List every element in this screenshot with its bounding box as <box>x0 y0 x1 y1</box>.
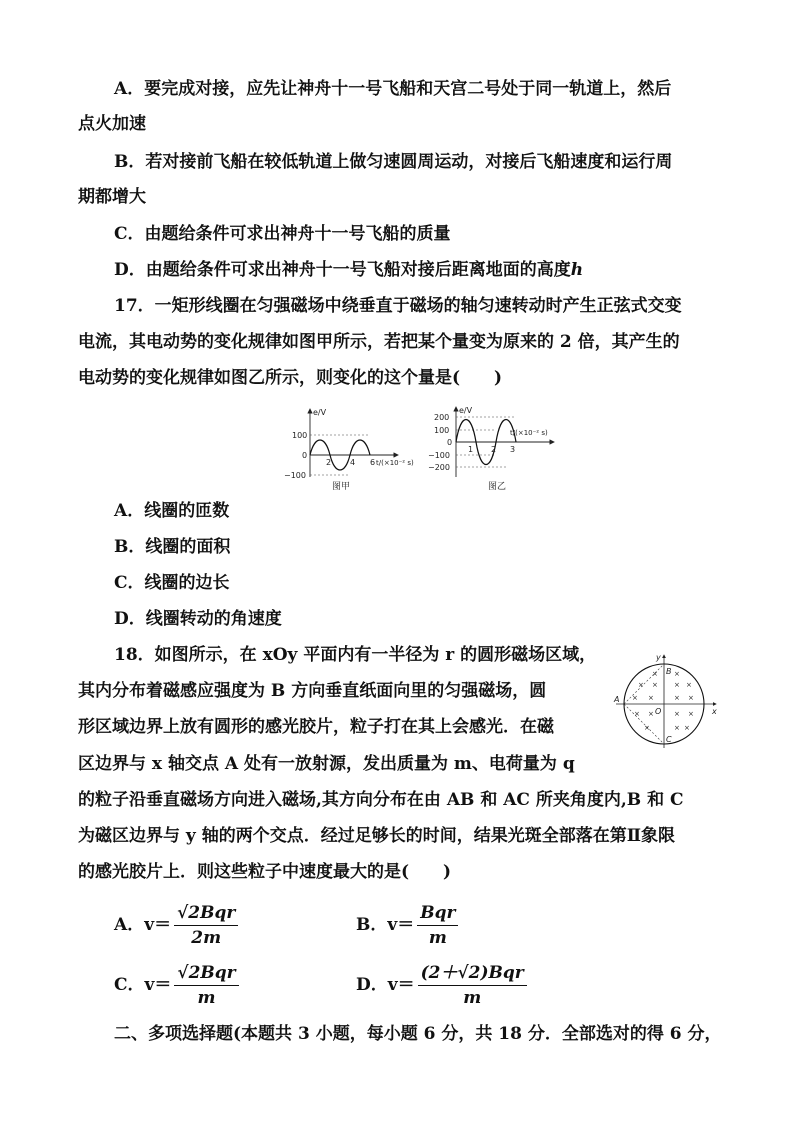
yi-xtick-1: 1 <box>468 445 474 454</box>
svg-text:×: × <box>688 694 694 702</box>
q18-stem-line3: 形区域边界上放有圆形的感光胶片，粒子打在其上会感光．在磁 <box>78 717 554 737</box>
q18-option-b-numerator: Bqr <box>417 902 458 926</box>
label-y: y <box>656 653 661 662</box>
svg-text:×: × <box>684 724 690 732</box>
q18-option-a-denominator: 2m <box>191 928 222 948</box>
label-c: C <box>666 735 672 744</box>
q18-option-c-numerator: √2Bqr <box>174 962 238 986</box>
svg-text:×: × <box>648 710 654 718</box>
jia-ytick-100: 100 <box>292 431 308 440</box>
q18-option-d-denominator: m <box>463 988 482 1008</box>
jia-ylabel: e/V <box>313 408 327 417</box>
section-2-heading: 二、多项选择题(本题共 3 小题，每小题 6 分，共 18 分．全部选对的得 6 分， <box>114 1024 722 1044</box>
yi-xtick-2: 2 <box>491 445 497 454</box>
q16-option-c: C．由题给条件可求出神舟十一号飞船的质量 <box>114 224 451 244</box>
q16-option-b-line2: 期都增大 <box>78 187 146 207</box>
svg-text:×: × <box>644 724 650 732</box>
jia-xlabel: t/(×10⁻² s) <box>376 459 414 467</box>
q18-option-d-numerator: (2＋√2)Bqr <box>418 962 527 986</box>
label-a: A <box>614 695 620 704</box>
q16-option-d <box>114 260 583 280</box>
q16-option-b-line1: B．若对接前飞船在较低轨道上做匀速圆周运动，对接后飞船速度和运行周 <box>114 152 673 172</box>
q18-option-b-label: B．v＝ <box>356 915 415 935</box>
yi-ytick-200: 200 <box>434 413 450 422</box>
q16-option-a-line2: 点火加速 <box>78 114 146 134</box>
q18-option-a <box>114 902 238 949</box>
q17-stem-line2: 电流，其电动势的变化规律如图甲所示，若把某个量变为原来的 2 倍，其产生的 <box>78 332 680 352</box>
q18-option-c-fraction <box>174 962 238 1009</box>
q18-option-b <box>356 902 458 949</box>
svg-text:×: × <box>674 724 680 732</box>
svg-text:×: × <box>634 710 640 718</box>
svg-text:×: × <box>648 694 654 702</box>
svg-text:×: × <box>674 681 680 689</box>
q18-magnetic-field-figure <box>608 652 720 750</box>
svg-text:×: × <box>652 670 658 678</box>
q16-option-d-var: h <box>570 260 584 280</box>
svg-text:×: × <box>638 681 644 689</box>
q17-option-a: A．线圈的匝数 <box>114 501 230 521</box>
yi-ytick-neg200: −200 <box>428 463 450 472</box>
q17-option-c: C．线圈的边长 <box>114 573 230 593</box>
field-cross-marks <box>632 670 694 732</box>
q18-stem-line1: 18．如图所示，在 xOy 平面内有一半径为 r 的圆形磁场区域， <box>114 645 597 665</box>
q17-figures <box>280 405 570 490</box>
yi-ytick-0: 0 <box>447 438 453 447</box>
q18-option-d-label: D．v＝ <box>356 975 415 995</box>
yi-ytick-neg100: −100 <box>428 451 450 460</box>
q18-stem-line5: 的粒子沿垂直磁场方向进入磁场,其方向分布在由 AB 和 AC 所夹角度内,B 和 C <box>78 790 684 810</box>
jia-caption: 图甲 <box>332 482 351 490</box>
q17-option-b: B．线圈的面积 <box>114 537 231 557</box>
figure-jia <box>284 408 414 490</box>
svg-text:×: × <box>652 681 658 689</box>
q18-option-a-label: A．v＝ <box>114 915 172 935</box>
q18-option-c-label: C．v＝ <box>114 975 172 995</box>
q17-option-d: D．线圈转动的角速度 <box>114 609 282 629</box>
jia-ytick-0: 0 <box>302 451 308 460</box>
q16-option-d-text: D．由题给条件可求出神舟十一号飞船对接后距离地面的高度 <box>114 260 571 280</box>
yi-caption: 图乙 <box>488 482 507 490</box>
q18-option-c-denominator: m <box>197 988 216 1008</box>
svg-text:×: × <box>674 710 680 718</box>
figure-yi <box>428 406 554 490</box>
q18-option-c <box>114 962 239 1009</box>
svg-text:×: × <box>632 694 638 702</box>
q18-option-b-fraction <box>417 902 458 949</box>
svg-text:×: × <box>688 710 694 718</box>
q18-option-a-numerator: √2Bqr <box>174 902 238 926</box>
svg-text:×: × <box>674 694 680 702</box>
q18-stem-line4: 区边界与 x 轴交点 A 处有一放射源，发出质量为 m、电荷量为 q <box>78 754 575 774</box>
q16-option-a-line1: A．要完成对接，应先让神舟十一号飞船和天宫二号处于同一轨道上，然后 <box>114 79 672 99</box>
q18-option-a-fraction <box>174 902 238 949</box>
label-o: O <box>655 707 662 716</box>
yi-ytick-100: 100 <box>434 426 450 435</box>
jia-xtick-6: 6 <box>370 458 376 467</box>
q17-stem-line3: 电动势的变化规律如图乙所示，则变化的这个量是( ) <box>78 368 503 388</box>
label-b: B <box>666 667 672 676</box>
q17-stem-line1: 17．一矩形线圈在匀强磁场中绕垂直于磁场的轴匀速转动时产生正弦式交变 <box>114 296 682 316</box>
yi-xlabel: t/(×10⁻² s) <box>510 429 548 437</box>
q18-option-d-fraction <box>418 962 527 1009</box>
svg-text:×: × <box>674 670 680 678</box>
jia-ytick-neg100: −100 <box>284 471 306 480</box>
yi-xtick-3: 3 <box>510 445 516 454</box>
label-x: x <box>712 707 717 716</box>
q18-stem-line2: 其内分布着磁感应强度为 B 方向垂直纸面向里的匀强磁场，圆 <box>78 681 547 701</box>
jia-xtick-4: 4 <box>350 458 356 467</box>
q18-option-b-denominator: m <box>428 928 447 948</box>
q18-stem-line6: 为磁区边界与 y 轴的两个交点．经过足够长的时间，结果光斑全部落在第Ⅱ象限 <box>78 826 676 846</box>
jia-xtick-2: 2 <box>326 458 332 467</box>
svg-text:×: × <box>686 681 692 689</box>
q18-stem-line7: 的感光胶片上．则这些粒子中速度最大的是( ) <box>78 862 452 882</box>
yi-ylabel: e/V <box>459 406 473 415</box>
q18-option-d <box>356 962 527 1009</box>
